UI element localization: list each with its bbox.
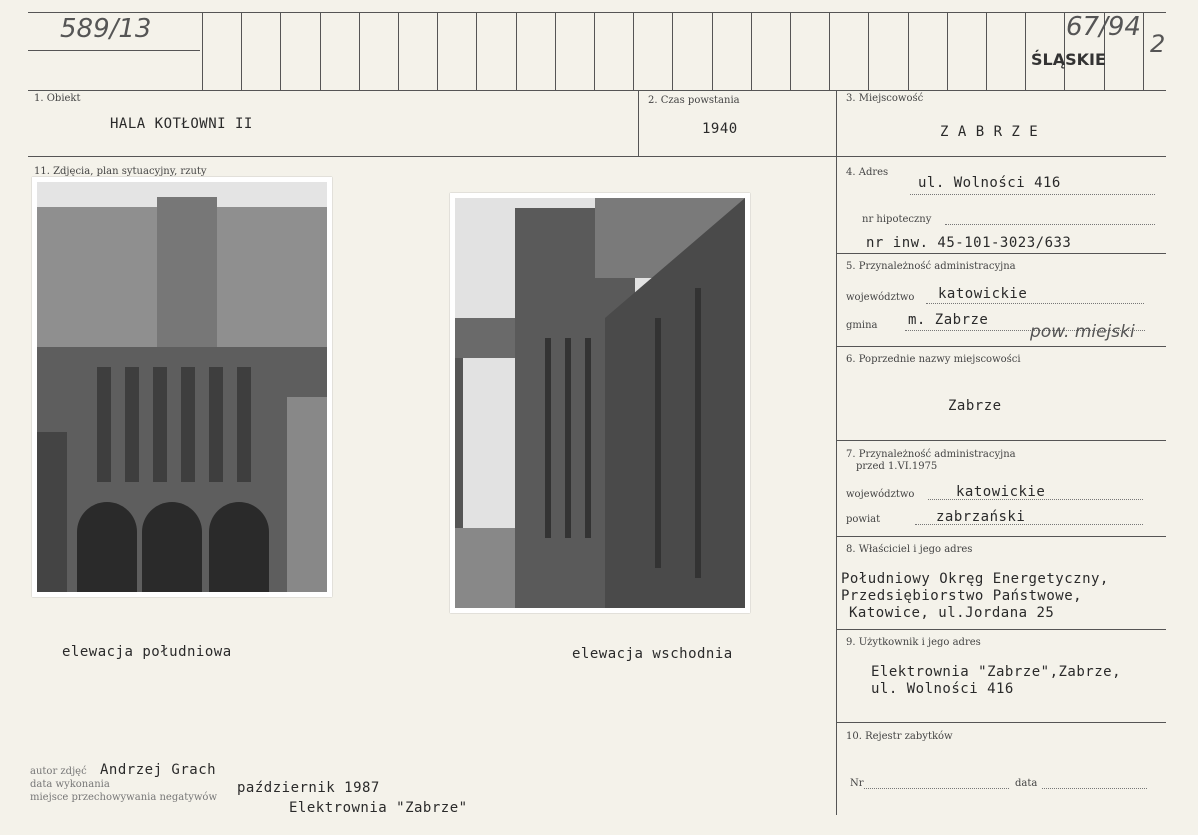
woj-dotline [926,303,1144,304]
east-elevation-image [455,198,745,608]
wlasciciel-label: 8. Właściciel i jego adres [846,544,973,555]
header-cell-divider [359,12,360,90]
header-cell-divider [398,12,399,90]
header-cell-divider [1143,12,1144,90]
zdjecia-label: 11. Zdjęcia, plan sytuacyjny, rzuty [34,166,207,177]
przynaleznosc-label: 5. Przynależność administracyjna [846,261,1016,272]
section4-bottom-line [836,253,1166,254]
east-elevation-caption: elewacja wschodnia [572,646,733,662]
header-cell-divider [476,12,477,90]
gmina-label: gmina [846,320,878,331]
header-cell-divider [908,12,909,90]
autor-value: Andrzej Grach [100,762,217,778]
south-elevation-caption: elewacja południowa [62,644,232,660]
south-elevation-image [37,182,327,592]
przynaleznosc1975-label-1: 7. Przynależność administracyjna [846,449,1016,460]
wlasciciel-line2: Przedsiębiorstwo Państwowe, [841,588,1083,604]
header-bottom-line [28,90,1166,91]
czas-label: 2. Czas powstania [648,95,740,106]
header-cell-divider [751,12,752,90]
adres-dotline [910,194,1155,195]
wlasciciel-line1: Południowy Okręg Energetyczny, [841,571,1109,587]
card-number-underline [28,50,200,51]
data-wykonania-label: data wykonania [30,779,110,790]
hipoteczny-label: nr hipoteczny [862,214,932,225]
adres-value: ul. Wolności 416 [918,175,1061,191]
header-cell-divider [594,12,595,90]
powiat-label: powiat [846,514,881,525]
uzytkownik-line1: Elektrownia "Zabrze",Zabrze, [871,664,1122,680]
miejscowosc-value: Z A B R Z E [940,124,1039,140]
top-border [28,12,1166,13]
miejsce-label: miejsce przechowywania negatywów [30,792,217,803]
header-cell-divider [202,12,203,90]
wlasciciel-line3: Katowice, ul.Jordana 25 [849,605,1055,621]
woj-value: katowickie [938,286,1028,302]
hipoteczny-dotline [945,224,1155,225]
header-cell-divider [320,12,321,90]
rejestr-label: 10. Rejestr zabytków [846,731,953,742]
header-cell-divider [712,12,713,90]
uzytkownik-label: 9. Użytkownik i jego adres [846,637,981,648]
header-cell-divider [790,12,791,90]
header-cell-divider [280,12,281,90]
header-cell-divider [516,12,517,90]
section8-bottom-line [836,629,1166,630]
header-cell-divider [868,12,869,90]
photo-south-elevation [32,177,332,597]
rejestr-data-dotline [1042,788,1147,789]
uzytkownik-line2: ul. Wolności 416 [871,681,1014,697]
woj-label: województwo [846,292,915,303]
czas-value: 1940 [702,121,738,137]
header-cell-divider [1025,12,1026,90]
miejsce-value: Elektrownia "Zabrze" [289,800,468,816]
gmina-note: pow. miejski [1030,322,1135,342]
header-cell-divider [437,12,438,90]
archive-number: 67/94 [1066,12,1141,42]
poprzednie-value: Zabrze [948,398,1002,414]
header-cell-divider [672,12,673,90]
section7-bottom-line [836,536,1166,537]
poprzednie-label: 6. Poprzednie nazwy miejscowości [846,354,1021,365]
section5-bottom-line [836,346,1166,347]
header-cell-divider [986,12,987,90]
adres-label: 4. Adres [846,167,889,178]
header-cell-divider [633,12,634,90]
photo-east-elevation [450,193,750,613]
obiekt-value: HALA KOTŁOWNI II [110,116,253,132]
divider-1 [638,90,639,156]
region-stamp: ŚLĄSKIE [1031,50,1106,69]
divider-2 [836,90,837,815]
rejestr-data-label: data [1015,778,1038,789]
header-cell-divider [555,12,556,90]
obiekt-label: 1. Obiekt [34,93,81,104]
powiat-value: zabrzański [936,509,1026,525]
rejestr-nr-label: Nr [850,778,864,789]
row1-bottom-line [28,156,1166,157]
page-suffix: 2 [1150,30,1166,58]
miejscowosc-label: 3. Miejscowość [846,93,924,104]
autor-label: autor zdjęć [30,766,87,777]
gmina-value: m. Zabrze [908,312,989,328]
woj1975-value: katowickie [956,484,1046,500]
powiat-dotline [915,524,1143,525]
woj1975-label: województwo [846,489,915,500]
section6-bottom-line [836,440,1166,441]
inw-value: nr inw. 45-101-3023/633 [866,235,1072,251]
card-number: 589/13 [60,14,152,44]
woj1975-dotline [928,499,1143,500]
data-wykonania-value: październik 1987 [237,780,380,796]
header-cell-divider [241,12,242,90]
rejestr-nr-dotline [864,788,1009,789]
przynaleznosc1975-label-2: przed 1.VI.1975 [856,461,938,472]
header-cell-divider [829,12,830,90]
section9-bottom-line [836,722,1166,723]
header-cell-divider [947,12,948,90]
